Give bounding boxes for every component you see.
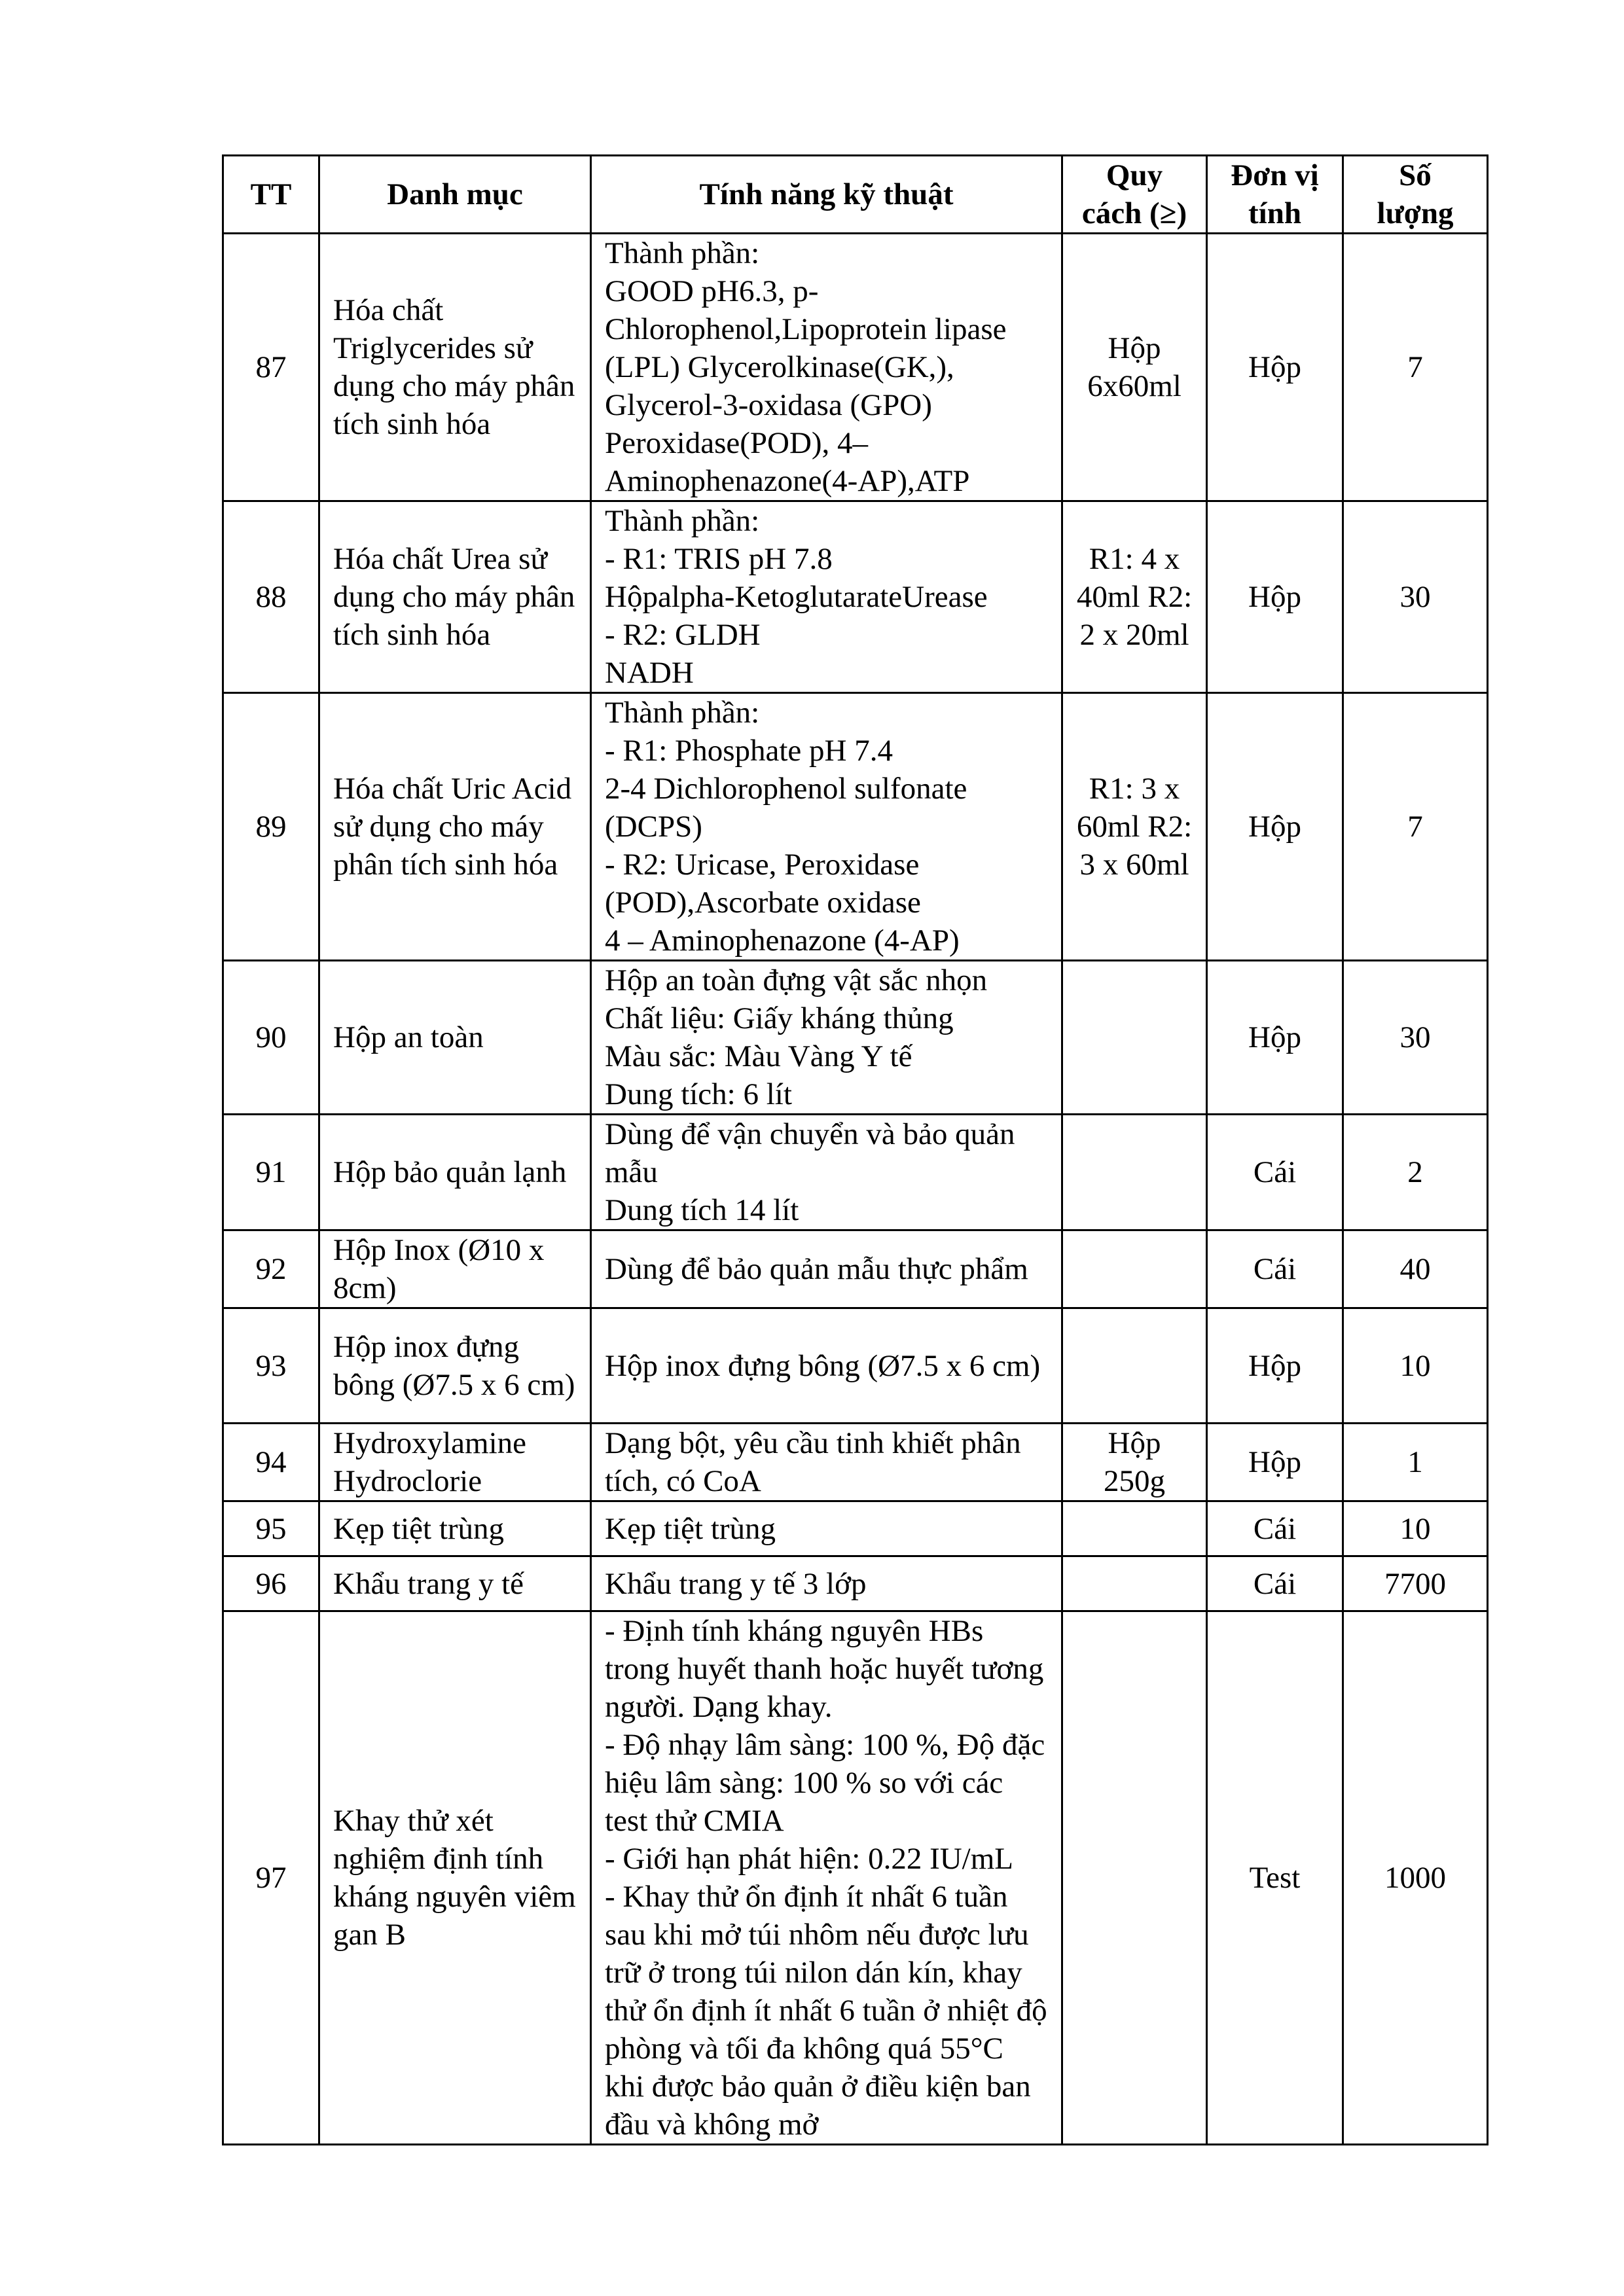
cell-spec: Thành phần: - R1: TRIS pH 7.8 Hộpalpha-KetoglutarateUrease - R2: GLDH NADH (591, 501, 1062, 693)
cell-name: Hydroxylamine Hydroclorie (319, 1424, 591, 1501)
cell-unit: Hộp (1207, 501, 1343, 693)
cell-pack (1062, 1501, 1207, 1556)
cell-name: Hóa chất Urea sử dụng cho máy phân tích sinh hóa (319, 501, 591, 693)
cell-tt: 90 (223, 961, 319, 1115)
cell-unit: Test (1207, 1611, 1343, 2145)
table-row (223, 1230, 1488, 1308)
cell-pack (1062, 1611, 1207, 2145)
table-row (223, 961, 1488, 1115)
header-so-luong: Số lượng (1343, 156, 1488, 234)
cell-name: Khẩu trang y tế (319, 1556, 591, 1611)
cell-unit: Hộp (1207, 961, 1343, 1115)
cell-pack (1062, 1115, 1207, 1230)
cell-name: Hộp inox đựng bông (Ø7.5 x 6 cm) (319, 1308, 591, 1424)
cell-qty: 7 (1343, 693, 1488, 961)
cell-name: Hộp Inox (Ø10 x 8cm) (319, 1230, 591, 1308)
cell-name: Hóa chất Triglycerides sử dụng cho máy phân tích sinh hóa (319, 234, 591, 501)
cell-unit: Cái (1207, 1501, 1343, 1556)
cell-tt: 97 (223, 1611, 319, 2145)
cell-qty: 30 (1343, 961, 1488, 1115)
cell-tt: 93 (223, 1308, 319, 1424)
specification-table (222, 154, 1489, 2145)
cell-qty: 10 (1343, 1308, 1488, 1424)
table-row (223, 1424, 1488, 1501)
cell-qty: 10 (1343, 1501, 1488, 1556)
table-row (223, 234, 1488, 501)
cell-name: Hóa chất Uric Acid sử dụng cho máy phân tích sinh hóa (319, 693, 591, 961)
cell-tt: 95 (223, 1501, 319, 1556)
cell-pack (1062, 1308, 1207, 1424)
cell-pack: Hộp 250g (1062, 1424, 1207, 1501)
cell-tt: 89 (223, 693, 319, 961)
cell-name: Kẹp tiệt trùng (319, 1501, 591, 1556)
cell-pack (1062, 961, 1207, 1115)
cell-pack (1062, 1230, 1207, 1308)
table-row (223, 1115, 1488, 1230)
cell-unit: Cái (1207, 1556, 1343, 1611)
cell-unit: Cái (1207, 1115, 1343, 1230)
table-row (223, 1308, 1488, 1424)
table-row (223, 693, 1488, 961)
cell-spec: Kẹp tiệt trùng (591, 1501, 1062, 1556)
cell-qty: 2 (1343, 1115, 1488, 1230)
cell-spec: - Định tính kháng nguyên HBs trong huyết thanh hoặc huyết tương người. Dạng khay. - Độ nhạy lâm sàng: 100 %, Độ đặc hiệu lâm sàng: 100 % so với các test thử CMIA - Giới hạn phát hiện: 0.22 IU/mL - Khay thử ổn định ít nhất 6 tuần sau khi mở túi nhôm nếu được lưu trữ ở trong túi nilon dán kín, khay thử ổn định ít nhất 6 tuần ở nhiệt độ phòng và tối đa không quá 55°C khi được bảo quản ở điều kiện ban đầu và không mở (591, 1611, 1062, 2145)
cell-pack (1062, 1556, 1207, 1611)
cell-tt: 94 (223, 1424, 319, 1501)
cell-unit: Cái (1207, 1230, 1343, 1308)
cell-spec: Dùng để vận chuyển và bảo quản mẫu Dung tích 14 lít (591, 1115, 1062, 1230)
cell-tt: 87 (223, 234, 319, 501)
cell-qty: 40 (1343, 1230, 1488, 1308)
cell-spec: Dùng để bảo quản mẫu thực phẩm (591, 1230, 1062, 1308)
cell-tt: 92 (223, 1230, 319, 1308)
cell-name: Hộp bảo quản lạnh (319, 1115, 591, 1230)
table-row (223, 1501, 1488, 1556)
header-tinh-nang: Tính năng kỹ thuật (591, 156, 1062, 234)
cell-tt: 91 (223, 1115, 319, 1230)
table-row (223, 1556, 1488, 1611)
header-tt: TT (223, 156, 319, 234)
cell-tt: 88 (223, 501, 319, 693)
cell-spec: Dạng bột, yêu cầu tinh khiết phân tích, có CoA (591, 1424, 1062, 1501)
cell-unit: Hộp (1207, 693, 1343, 961)
cell-pack: R1: 4 x 40ml R2: 2 x 20ml (1062, 501, 1207, 693)
cell-pack: R1: 3 x 60ml R2: 3 x 60ml (1062, 693, 1207, 961)
cell-qty: 1000 (1343, 1611, 1488, 2145)
cell-spec: Thành phần: - R1: Phosphate pH 7.4 2-4 Dichlorophenol sulfonate (DCPS) - R2: Uricase, Peroxidase (POD),Ascorbate oxidase 4 – Aminophenazone (4-AP) (591, 693, 1062, 961)
table-row (223, 1611, 1488, 2145)
table-header-row (223, 156, 1488, 234)
cell-spec: Thành phần: GOOD pH6.3, p-Chlorophenol,Lipoprotein lipase (LPL) Glycerolkinase(GK,), Glycerol-3-oxidasa (GPO) Peroxidase(POD), 4–Aminophenazone(4-AP),ATP (591, 234, 1062, 501)
table-row (223, 501, 1488, 693)
cell-name: Khay thử xét nghiệm định tính kháng nguyên viêm gan B (319, 1611, 591, 2145)
cell-pack: Hộp 6x60ml (1062, 234, 1207, 501)
cell-qty: 7700 (1343, 1556, 1488, 1611)
header-danh-muc: Danh mục (319, 156, 591, 234)
cell-qty: 7 (1343, 234, 1488, 501)
cell-qty: 30 (1343, 501, 1488, 693)
cell-unit: Hộp (1207, 1308, 1343, 1424)
cell-tt: 96 (223, 1556, 319, 1611)
cell-unit: Hộp (1207, 1424, 1343, 1501)
cell-qty: 1 (1343, 1424, 1488, 1501)
header-don-vi: Đơn vị tính (1207, 156, 1343, 234)
cell-name: Hộp an toàn (319, 961, 591, 1115)
header-quy-cach: Quy cách (≥) (1062, 156, 1207, 234)
cell-spec: Khẩu trang y tế 3 lớp (591, 1556, 1062, 1611)
cell-unit: Hộp (1207, 234, 1343, 501)
cell-spec: Hộp an toàn đựng vật sắc nhọn Chất liệu: Giấy kháng thủng Màu sắc: Màu Vàng Y tế Dung tích: 6 lít (591, 961, 1062, 1115)
cell-spec: Hộp inox đựng bông (Ø7.5 x 6 cm) (591, 1308, 1062, 1424)
